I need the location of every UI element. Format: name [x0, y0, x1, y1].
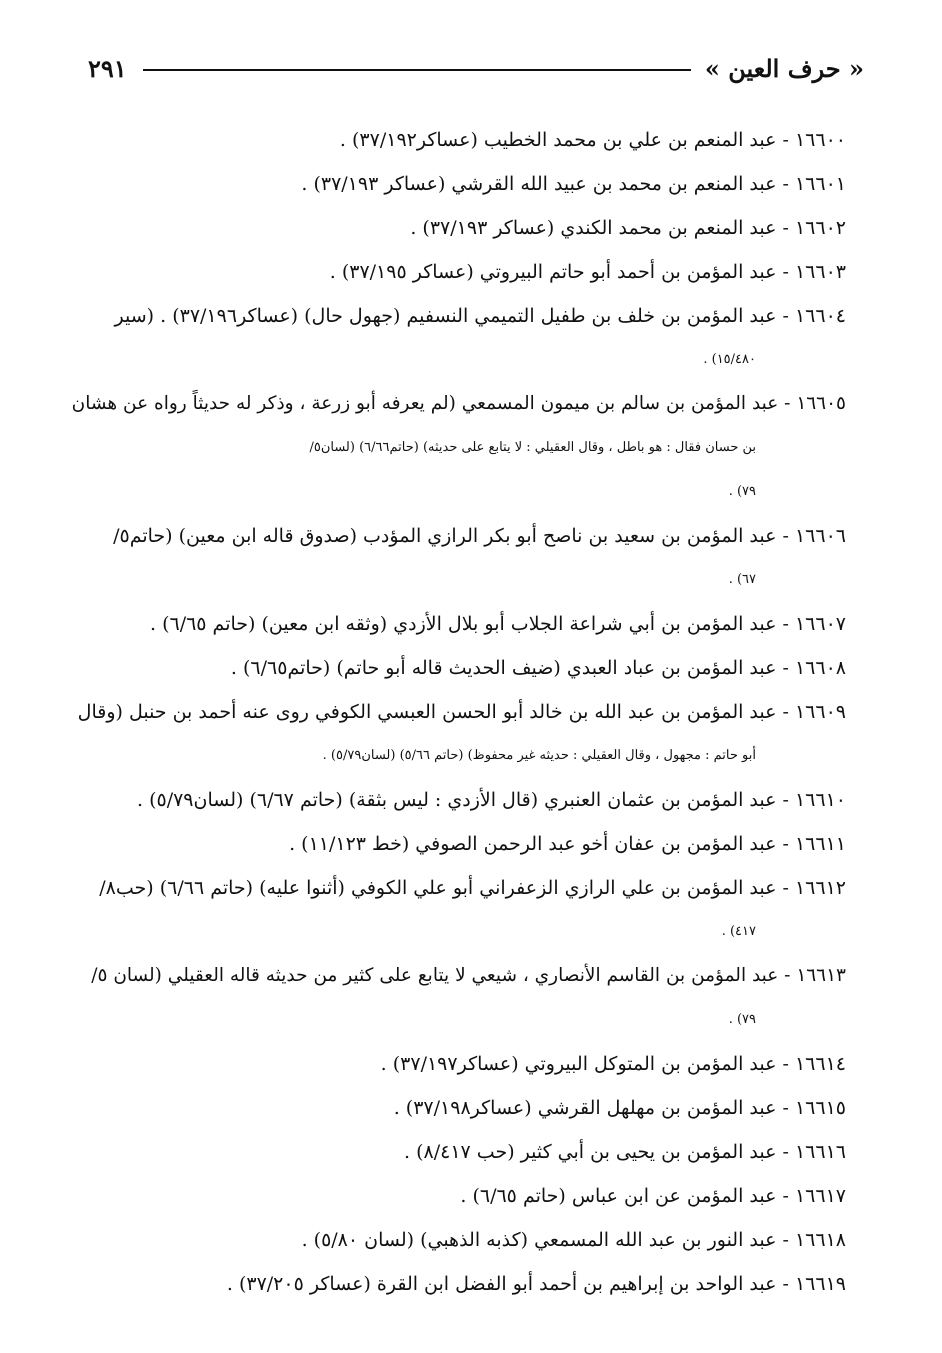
entry-text: ١٦٦١٤ - عبد المؤمن بن المتوكل البيروتي (عساكر٣٧/١٩٧) .	[380, 1053, 846, 1075]
page-header	[88, 48, 864, 88]
list-item	[72, 1086, 846, 1130]
list-item	[72, 1130, 846, 1174]
list-item	[72, 514, 846, 602]
list-item	[72, 206, 846, 250]
entry-list	[72, 118, 846, 1306]
entry-continuation: ٦٧) .	[728, 572, 756, 587]
list-item	[72, 602, 846, 646]
list-item	[72, 250, 846, 294]
list-item	[72, 118, 846, 162]
entry-text: ١٦٦٠٣ - عبد المؤمن بن أحمد أبو حاتم البيروتي (عساكر ٣٧/١٩٥) .	[329, 261, 846, 283]
entry-continuation: ٧٩) .	[728, 484, 756, 499]
list-item	[72, 822, 846, 866]
chapter-title: « حرف العين »	[704, 53, 864, 83]
entry-text: ١٦٦٠٥ - عبد المؤمن بن سالم بن ميمون المسمعي (لم يعرفه أبو زرعة ، وذكر له حديثاً رواه عن هشان	[71, 393, 846, 414]
list-item	[72, 646, 846, 690]
entry-text: ١٦٦١١ - عبد المؤمن بن عفان أخو عبد الرحمن الصوفي (خط ١١/١٢٣) .	[289, 833, 846, 855]
list-item	[72, 1042, 846, 1086]
entry-continuation: أبو حاتم : مجهول ، وقال العقيلي : حديثه غير محفوظ) (حاتم ٥/٦٦) (لسان٥/٧٩) .	[322, 748, 756, 763]
entry-text: ١٦٦٠٧ - عبد المؤمن بن أبي شراعة الجلاب أبو بلال الأزدي (وثقه ابن معين) (حاتم ٦/٦٥) .	[149, 613, 846, 635]
entry-text: ١٦٦١٩ - عبد الواحد بن إبراهيم بن أحمد أبو الفضل ابن القرة (عساكر ٣٧/٢٠٥) .	[226, 1273, 846, 1295]
entry-text: ١٦٦٠٤ - عبد المؤمن بن خلف بن طفيل التميمي النسفيم (جهول حال) (عساكر٣٧/١٩٦) . (سير	[114, 305, 846, 327]
entry-text: ١٦٦٠٢ - عبد المنعم بن محمد الكندي (عساكر ٣٧/١٩٣) .	[410, 217, 846, 239]
list-item	[72, 1174, 846, 1218]
entry-continuation: بن حسان فقال : هو باطل ، وقال العقيلي : لا يتابع على حديثه) (حاتم٦/٦٦) (لسان٥/	[309, 440, 756, 455]
entry-text: ١٦٦٠٩ - عبد المؤمن بن عبد الله بن خالد أبو الحسن العبسي الكوفي روى عنه أحمد بن حنبل (وقال	[77, 701, 846, 723]
entry-text: ١٦٦٠٠ - عبد المنعم بن علي بن محمد الخطيب (عساكر٣٧/١٩٢) .	[339, 129, 846, 151]
entry-text: ١٦٦١٣ - عبد المؤمن بن القاسم الأنصاري ، شيعي لا يتابع على كثير من حديثه قاله العقيلي (لسان ٥/	[91, 965, 846, 986]
entry-text: ١٦٦١٧ - عبد المؤمن عن ابن عباس (حاتم ٦/٦٥) .	[460, 1185, 846, 1207]
list-item	[72, 1262, 846, 1306]
entry-text: ١٦٦٠٨ - عبد المؤمن بن عباد العبدي (ضيف الحديث قاله أبو حاتم) (حاتم٦/٦٥) .	[230, 657, 846, 679]
list-item	[72, 382, 846, 514]
list-item	[72, 954, 846, 1042]
entry-text: ١٦٦١٥ - عبد المؤمن بن مهلهل القرشي (عساكر٣٧/١٩٨) .	[393, 1097, 846, 1119]
entry-continuation: ٧٩) .	[728, 1012, 756, 1027]
entry-continuation: ٤١٧) .	[721, 924, 756, 939]
list-item	[72, 294, 846, 382]
list-item	[72, 162, 846, 206]
entry-continuation: ١٥/٤٨٠) .	[703, 352, 756, 367]
entry-text: ١٦٦٠٦ - عبد المؤمن بن سعيد بن ناصح أبو بكر الرازي المؤدب (صدوق قاله ابن معين) (حاتم٥/	[113, 525, 846, 547]
list-item	[72, 1218, 846, 1262]
entry-text: ١٦٦٠١ - عبد المنعم بن محمد بن عبيد الله القرشي (عساكر ٣٧/١٩٣) .	[301, 173, 846, 195]
list-item	[72, 866, 846, 954]
header-rule	[143, 69, 691, 71]
entry-text: ١٦٦١٢ - عبد المؤمن بن علي الرازي الزعفراني أبو علي الكوفي (أثنوا عليه) (حاتم ٦/٦٦) (حب٨/	[99, 877, 846, 899]
entry-text: ١٦٦١٠ - عبد المؤمن بن عثمان العنبري (قال الأزدي : ليس بثقة) (حاتم ٦/٦٧) (لسان٥/٧٩) .	[136, 789, 846, 811]
list-item	[72, 690, 846, 778]
entry-text: ١٦٦١٦ - عبد المؤمن بن يحيى بن أبي كثير (حب ٨/٤١٧) .	[404, 1141, 846, 1163]
page-number: ٢٩١	[88, 53, 127, 83]
entry-text: ١٦٦١٨ - عبد النور بن عبد الله المسمعي (كذبه الذهبي) (لسان ٥/٨٠) .	[301, 1229, 846, 1251]
list-item	[72, 778, 846, 822]
